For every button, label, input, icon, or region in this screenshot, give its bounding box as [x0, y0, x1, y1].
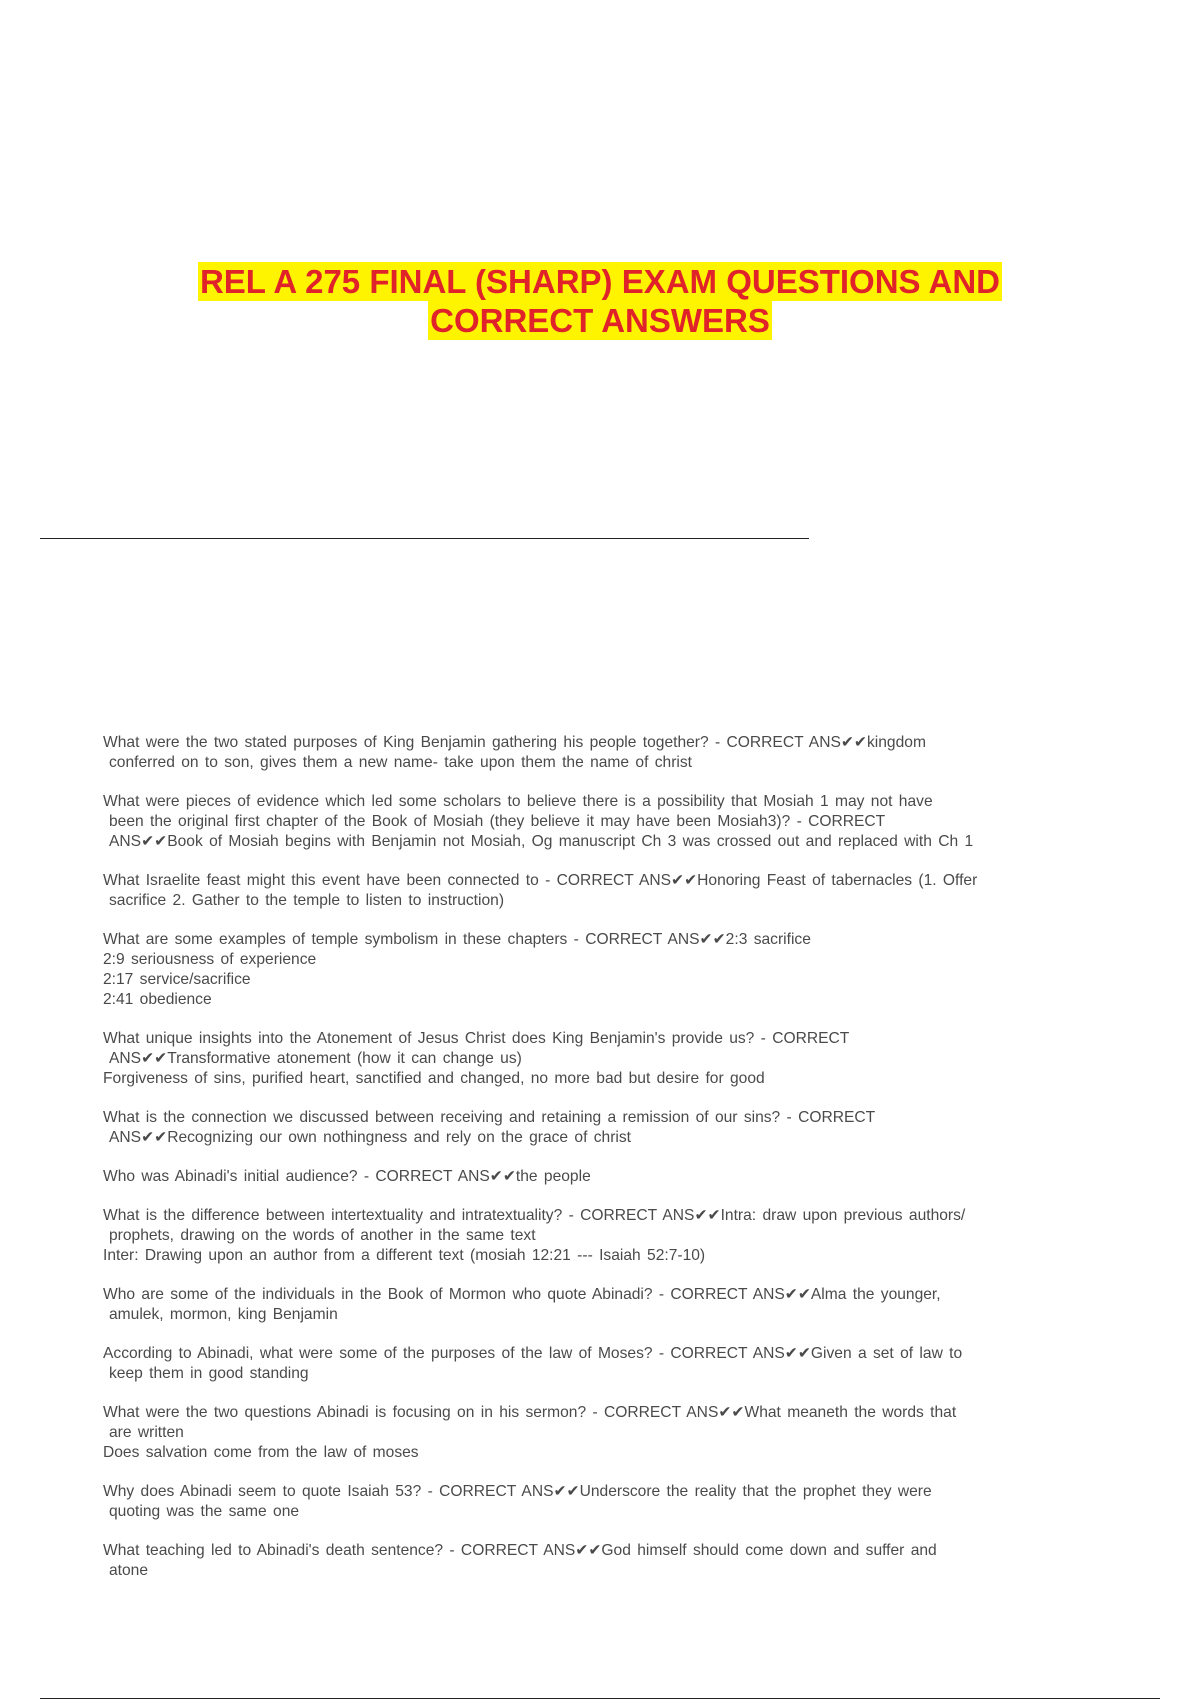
qa-line: What is the difference between intertextuality and intratextuality? - CORRECT ANS✔✔Intra: draw upon previous authors/ [103, 1207, 966, 1224]
qa-line: atone [109, 1562, 149, 1579]
qa-list [103, 733, 1103, 1600]
qa-item [103, 1344, 1103, 1384]
qa-line: Inter: Drawing upon an author from a different text (mosiah 12:21 --- Isaiah 52:7-10) [103, 1247, 706, 1264]
qa-item [103, 733, 1103, 773]
qa-line: sacrifice 2. Gather to the temple to listen to instruction) [109, 892, 505, 909]
document-title [0, 262, 1200, 340]
qa-line: amulek, mormon, king Benjamin [109, 1306, 338, 1323]
qa-item [103, 1029, 1103, 1089]
qa-line: conferred on to son, gives them a new name- take upon them the name of christ [109, 754, 693, 771]
qa-line: ANS✔✔Transformative atonement (how it can change us) [109, 1050, 522, 1067]
qa-line: What were the two stated purposes of King Benjamin gathering his people together? - CORRECT ANS✔✔kingdom [103, 734, 926, 751]
qa-line: Who was Abinadi's initial audience? - CORRECT ANS✔✔the people [103, 1168, 591, 1185]
qa-line: quoting was the same one [109, 1503, 300, 1520]
qa-line: Who are some of the individuals in the Book of Mormon who quote Abinadi? - CORRECT ANS✔✔Alma the younger, [103, 1286, 941, 1303]
qa-line: What teaching led to Abinadi's death sentence? - CORRECT ANS✔✔God himself should come down and suffer and [103, 1542, 937, 1559]
qa-line: What were pieces of evidence which led some scholars to believe there is a possibility that Mosiah 1 may not have [103, 793, 933, 810]
qa-line: keep them in good standing [109, 1365, 309, 1382]
qa-line: Does salvation come from the law of moses [103, 1444, 419, 1461]
qa-line: What Israelite feast might this event have been connected to - CORRECT ANS✔✔Honoring Feast of tabernacles (1. Offer [103, 872, 978, 889]
qa-line: been the original first chapter of the Book of Mosiah (they believe it may have been Mosiah3)? - CORRECT [109, 813, 886, 830]
qa-line: ANS✔✔Recognizing our own nothingness and rely on the grace of christ [109, 1129, 632, 1146]
qa-item [103, 1541, 1103, 1581]
title-line-1: REL A 275 FINAL (SHARP) EXAM QUESTIONS AND [199, 263, 1001, 300]
qa-item [103, 1285, 1103, 1325]
qa-line: What are some examples of temple symbolism in these chapters - CORRECT ANS✔✔2:3 sacrifice [103, 931, 811, 948]
qa-item [103, 1403, 1103, 1463]
qa-item [103, 1108, 1103, 1148]
qa-line: prophets, drawing on the words of another in the same text [109, 1227, 536, 1244]
horizontal-divider [40, 538, 809, 539]
qa-line: 2:17 service/sacrifice [103, 971, 251, 988]
qa-line: are written [109, 1424, 184, 1441]
title-line-2: CORRECT ANSWERS [430, 302, 770, 339]
footer-divider [40, 1698, 1160, 1699]
qa-line: What is the connection we discussed between receiving and retaining a remission of our sins? - CORRECT [103, 1109, 876, 1126]
qa-item [103, 1206, 1103, 1266]
qa-item [103, 1167, 1103, 1187]
qa-line: What were the two questions Abinadi is focusing on in his sermon? - CORRECT ANS✔✔What meaneth the words that [103, 1404, 957, 1421]
qa-item [103, 1482, 1103, 1522]
qa-line: 2:41 obedience [103, 991, 212, 1008]
qa-item [103, 792, 1103, 852]
qa-item [103, 930, 1103, 1010]
qa-line: Why does Abinadi seem to quote Isaiah 53? - CORRECT ANS✔✔Underscore the reality that the prophet they were [103, 1483, 932, 1500]
qa-line: According to Abinadi, what were some of the purposes of the law of Moses? - CORRECT ANS✔✔Given a set of law to [103, 1345, 963, 1362]
qa-line: What unique insights into the Atonement of Jesus Christ does King Benjamin's provide us? - CORRECT [103, 1030, 850, 1047]
qa-item [103, 871, 1103, 911]
qa-line: Forgiveness of sins, purified heart, sanctified and changed, no more bad but desire for good [103, 1070, 765, 1087]
qa-line: ANS✔✔Book of Mosiah begins with Benjamin not Mosiah, Og manuscript Ch 3 was crossed out and replaced with Ch 1 [109, 833, 974, 850]
qa-line: 2:9 seriousness of experience [103, 951, 317, 968]
